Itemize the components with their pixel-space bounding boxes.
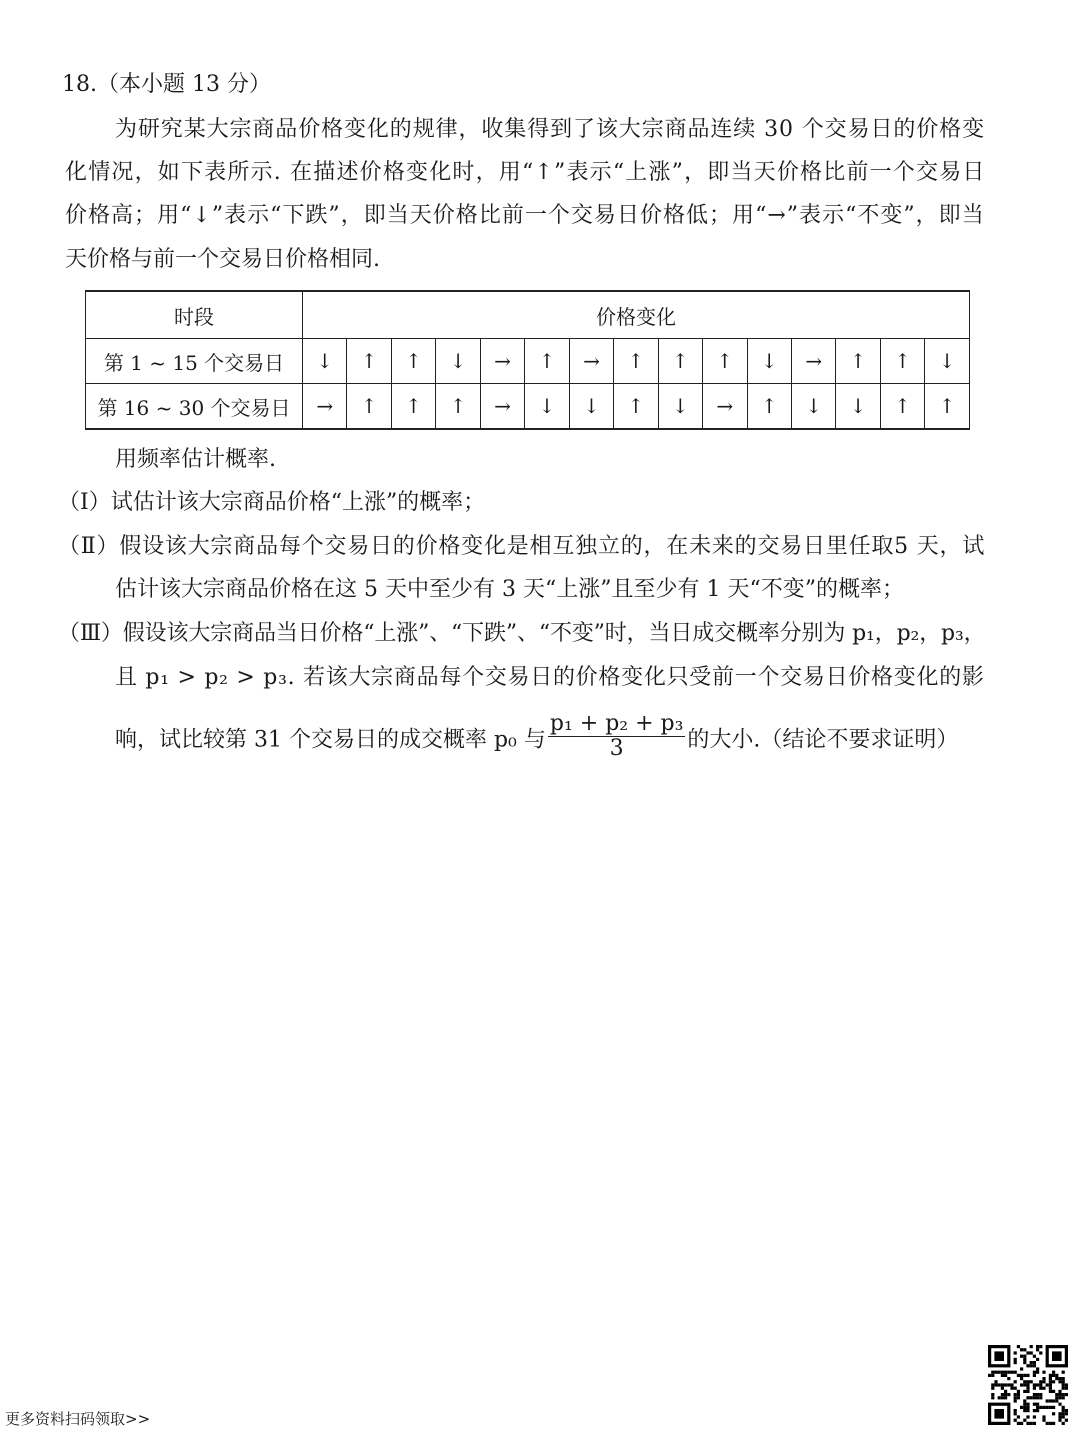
price-change-cell: ↑ [347,384,391,430]
part-3-text: 的大小.（结论不要求证明） [687,727,959,753]
part-3-line: （Ⅲ）假设该大宗商品当日价格“上涨”、“下跌”、“不变”时，当日成交概率分别为 p₁，p₂，p₃， [58,621,986,646]
price-change-cell: ↓ [791,384,835,430]
price-change-cell: → [480,384,524,430]
price-change-cell: → [480,339,524,384]
price-change-cell: ↑ [614,384,658,430]
price-change-cell: ↑ [391,339,435,384]
price-change-cell: ↑ [391,384,435,430]
intro-line: 价格高；用“↓”表示“下跌”，即当天价格比前一个交易日价格低；用“→”表示“不变”，即当 [65,203,985,228]
price-change-cell: ↑ [747,384,791,430]
price-change-cell: → [791,339,835,384]
question-number: 18.（本小题 13 分） [62,72,271,97]
part-3-text: 响，试比较第 31 个交易日的成交概率 p₀ 与 [115,727,546,753]
price-change-cell: ↓ [303,339,347,384]
table-row [86,339,970,384]
price-change-cell: ↓ [836,384,880,430]
price-change-cell: ↑ [703,339,747,384]
price-change-cell: ↑ [436,384,480,430]
part-2-line: 估计该大宗商品价格在这 5 天中至少有 3 天“上涨”且至少有 1 天“不变”的概率； [115,577,904,602]
price-change-cell: ↑ [658,339,702,384]
table-row [86,384,970,430]
price-change-cell: ↓ [525,384,569,430]
price-change-cell: → [303,384,347,430]
price-change-cell: → [703,384,747,430]
price-change-cell: ↑ [925,384,970,430]
fraction-numerator: p₁ + p₂ + p₃ [549,711,684,736]
note: 用频率估计概率. [115,447,276,472]
intro-line: 为研究某大宗商品价格变化的规律，收集得到了该大宗商品连续 30 个交易日的价格变 [115,117,985,142]
header-period: 时段 [86,291,303,339]
part-3-line: 且 p₁ > p₂ > p₃. 若该大宗商品每个交易日的价格变化只受前一个交易日价格变化的影 [115,665,985,690]
footer-link[interactable]: 更多资料扫码领取>> [5,1410,151,1428]
fraction-denominator: 3 [609,736,624,761]
price-change-cell: ↑ [880,384,924,430]
qr-code-icon[interactable] [988,1345,1068,1425]
row-label: 第 1 ~ 15 个交易日 [86,339,303,384]
price-change-cell: ↓ [747,339,791,384]
price-change-cell: ↓ [658,384,702,430]
row-label: 第 16 ~ 30 个交易日 [86,384,303,430]
price-change-cell: ↓ [925,339,970,384]
price-change-cell: ↑ [836,339,880,384]
intro-line: 天价格与前一个交易日价格相同. [65,247,380,272]
price-change-cell: ↓ [569,384,613,430]
price-change-cell: ↓ [436,339,480,384]
fraction [548,712,686,761]
price-change-cell: ↑ [347,339,391,384]
part-1: （Ⅰ）试估计该大宗商品价格“上涨”的概率； [58,490,486,515]
price-change-cell: ↑ [525,339,569,384]
intro-line: 化情况，如下表所示. 在描述价格变化时，用“↑”表示“上涨”，即当天价格比前一个交易日 [65,160,986,185]
price-change-cell: ↑ [880,339,924,384]
price-change-cell: ↑ [614,339,658,384]
price-change-table [85,290,970,430]
price-change-cell: → [569,339,613,384]
part-2-line: （Ⅱ）假设该大宗商品每个交易日的价格变化是相互独立的，在未来的交易日里任取5 天，试 [58,534,986,559]
header-price-change: 价格变化 [303,291,970,339]
part-3-line [115,711,959,765]
